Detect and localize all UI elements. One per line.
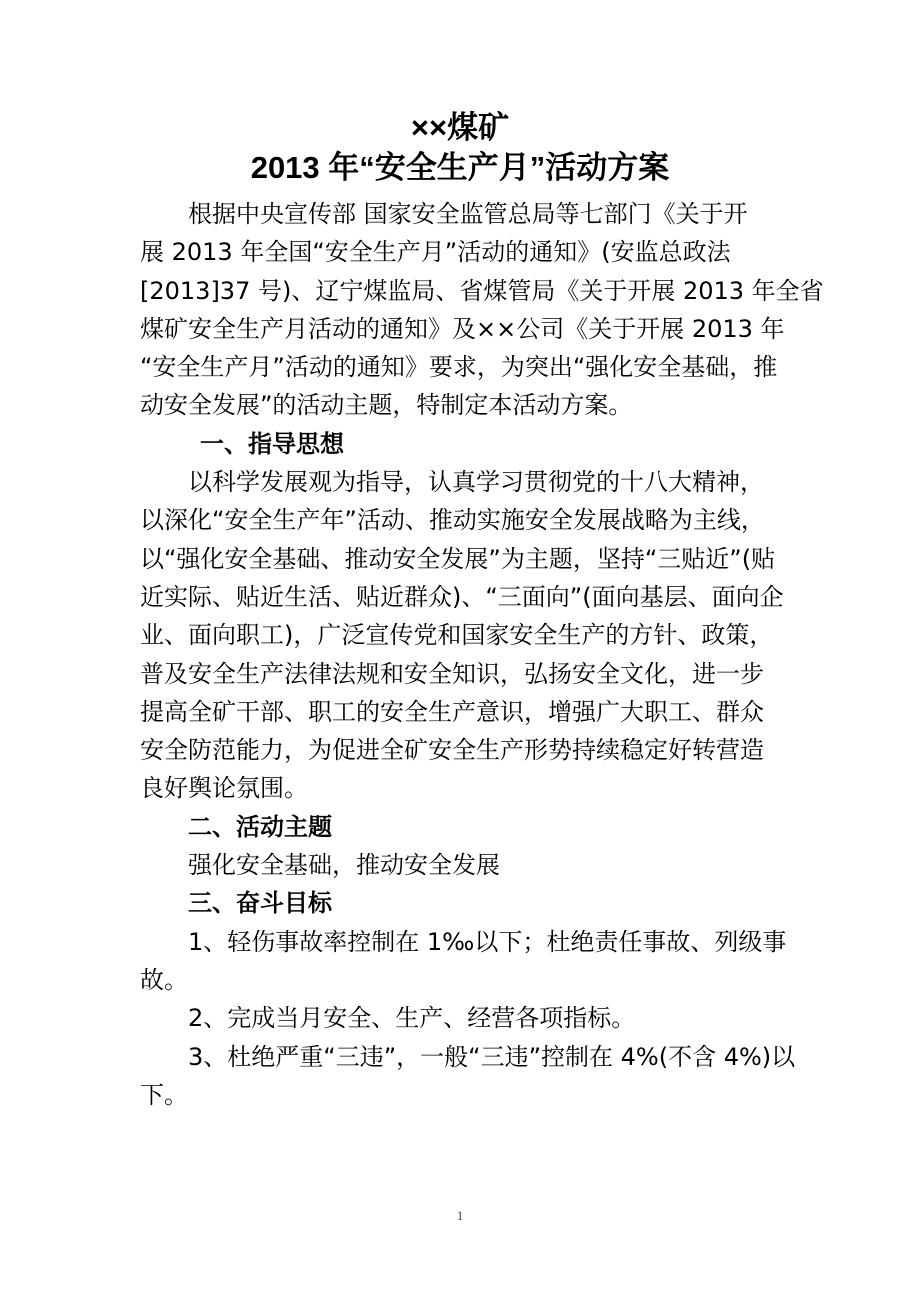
paragraph-line: 普及安全生产法律法规和安全知识，弘扬安全文化，进一步 [140, 659, 764, 688]
goal-line: 故。 [140, 965, 188, 994]
paragraph-line: 动安全发展”的活动主题，特制定本活动方案。 [140, 391, 633, 420]
paragraph-line: 提高全矿干部、职工的安全生产意识，增强广大职工、群众 [140, 697, 764, 726]
paragraph-line: 根据中央宣传部 国家安全监管总局等七部门《关于开 [188, 200, 748, 228]
section-heading-guiding-ideology: 一、指导思想 [200, 429, 344, 458]
page-number: 1 [456, 1208, 464, 1223]
goal-line: 2、完成当月安全、生产、经营各项指标。 [188, 1004, 636, 1033]
activity-theme-text: 强化安全基础，推动安全发展 [188, 851, 500, 880]
goal-item [140, 923, 787, 1000]
goal-line: 下。 [140, 1080, 188, 1109]
goal-item [140, 1038, 796, 1115]
goal-line: 1、轻伤事故率控制在 1‰以下；杜绝责任事故、列级事 [188, 927, 787, 956]
paragraph-line: 煤矿安全生产月活动的通知》及××公司《关于开展 2013 年 [140, 314, 785, 343]
guiding-ideology-paragraph [140, 463, 784, 808]
paragraph-line: 以“强化安全基础、推动安全发展”为主题，坚持“三贴近”(贴 [140, 544, 776, 573]
goal-line: 3、杜绝严重“三违”，一般“三违”控制在 4%(不含 4%)以 [188, 1042, 796, 1071]
paragraph-line: 良好舆论氛围。 [140, 774, 308, 803]
document-title-plan: 2013 年“安全生产月”活动方案 [250, 150, 670, 185]
paragraph-line: 业、面向职工)，广泛宣传党和国家安全生产的方针、政策， [140, 621, 774, 650]
goal-item [140, 999, 780, 1037]
section-heading-goals: 三、奋斗目标 [188, 889, 332, 918]
section-heading-activity-theme: 二、活动主题 [188, 812, 332, 841]
paragraph-line: 近实际、贴近生活、贴近群众)、“三面向”(面向基层、面向企 [140, 582, 784, 611]
document-body [140, 195, 824, 1114]
intro-paragraph [140, 195, 824, 425]
paragraph-line: 以科学发展观为指导，认真学习贯彻党的十八大精神， [188, 468, 764, 497]
paragraph-line: [2013]37 号)、辽宁煤监局、省煤管局《关于开展 2013 年全省 [140, 276, 824, 305]
paragraph-line: 以深化“安全生产年”活动、推动实施安全发展战略为主线， [140, 506, 765, 535]
paragraph-line: “安全生产月”活动的通知》要求，为突出“强化安全基础，推 [140, 353, 778, 382]
document-title-company: ××煤矿 [410, 110, 510, 145]
paragraph-line: 安全防范能力，为促进全矿安全生产形势持续稳定好转营造 [140, 736, 764, 765]
paragraph-line: 展 2013 年全国“安全生产月”活动的通知》(安监总政法 [140, 238, 731, 267]
